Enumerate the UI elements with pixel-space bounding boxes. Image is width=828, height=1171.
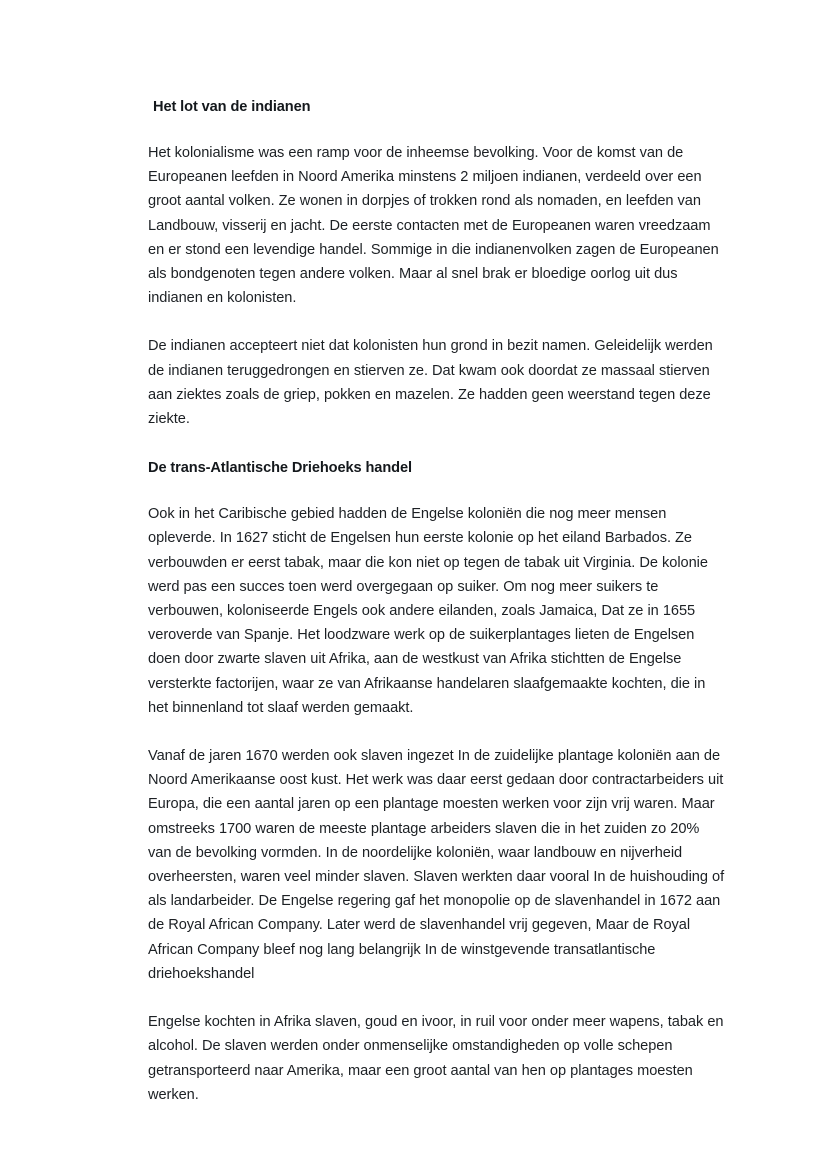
paragraph: De indianen accepteert niet dat kolonisten hun grond in bezit namen. Geleidelijk werden de indianen teruggedrongen en stierven ze. Dat kwam ook doordat ze massaal stierven aan ziektes zoals de griep, pokken en mazelen. Ze hadden geen weerstand tegen deze ziekte. xyxy=(148,338,713,428)
paragraph: Het kolonialisme was een ramp voor de inheemse bevolking. Voor de komst van de Europeanen leefden in Noord Amerika minstens 2 miljoen indianen, verdeeld over een groot aantal volken. Ze wonen in dorpjes of trokken rond als nomaden, en leefden van Landbouw, visserij en jacht. De eerste contacten met de Europeanen waren vreedzaam en er stond een levendige handel. Sommige in die indianenvolken zagen de Europeanen als bondgenoten tegen andere volken. Maar al snel brak er bloedige oorlog uit dus indianen en kolonisten. xyxy=(148,145,719,307)
section-heading-trans-atlantische-driehoeks-handel: De trans-Atlantische Driehoeks handel xyxy=(148,460,412,477)
paragraph: Vanaf de jaren 1670 werden ook slaven ingezet In de zuidelijke plantage koloniën aan de Noord Amerikaanse oost kust. Het werk was daar eerst gedaan door contractarbeiders uit Europa, die een aantal jaren op een plantage moesten werken voor zijn vrij waren. Maar omstreeks 1700 waren de meeste plantage arbeiders slaven die in het zuiden zo 20% van de bevolking vormden. In de noordelijke koloniën, waar landbouw en nijverheid overheersten, waren veel minder slaven. Slaven werkten daar vooral In de huishouding of als landarbeider. De Engelse regering gaf het monopolie op de slavenhandel in 1672 aan de Royal African Company. Later werd de slavenhandel vrij gegeven, Maar de Royal African Company bleef nog lang belangrijk In de winstgevende transatlantische driehoekshandel xyxy=(148,748,725,982)
paragraph: Engelse kochten in Afrika slaven, goud en ivoor, in ruil voor onder meer wapens, tabak en alcohol. De slaven werden onder onmenselijke omstandigheden op volle schepen getransporteerd naar Amerika, maar een groot aantal van hen op plantages moesten werken. xyxy=(148,1014,724,1103)
document-body xyxy=(148,96,726,1107)
paragraph: Ook in het Caribische gebied hadden de Engelse koloniën die nog meer mensen opleverde. In 1627 sticht de Engelsen hun eerste kolonie op het eiland Barbados. Ze verbouwden er eerst tabak, maar die kon niet op tegen de tabak uit Virginia. De kolonie werd pas een succes toen werd overgegaan op suiker. Om nog meer suikers te verbouwen, koloniseerde Engels ook andere eilanden, zoals Jamaica, Dat ze in 1655 veroverde van Spanje. Het loodzware werk op de suikerplantages lieten de Engelsen doen door zwarte slaven uit Afrika, aan de westkust van Afrika stichtten de Engelse versterkte factorijen, waar ze van Afrikaanse handelaren slaafgemaakte kochten, die in het binnenland tot slaaf werden gemaakt. xyxy=(148,506,708,716)
page-title: Het lot van de indianen xyxy=(153,99,311,115)
